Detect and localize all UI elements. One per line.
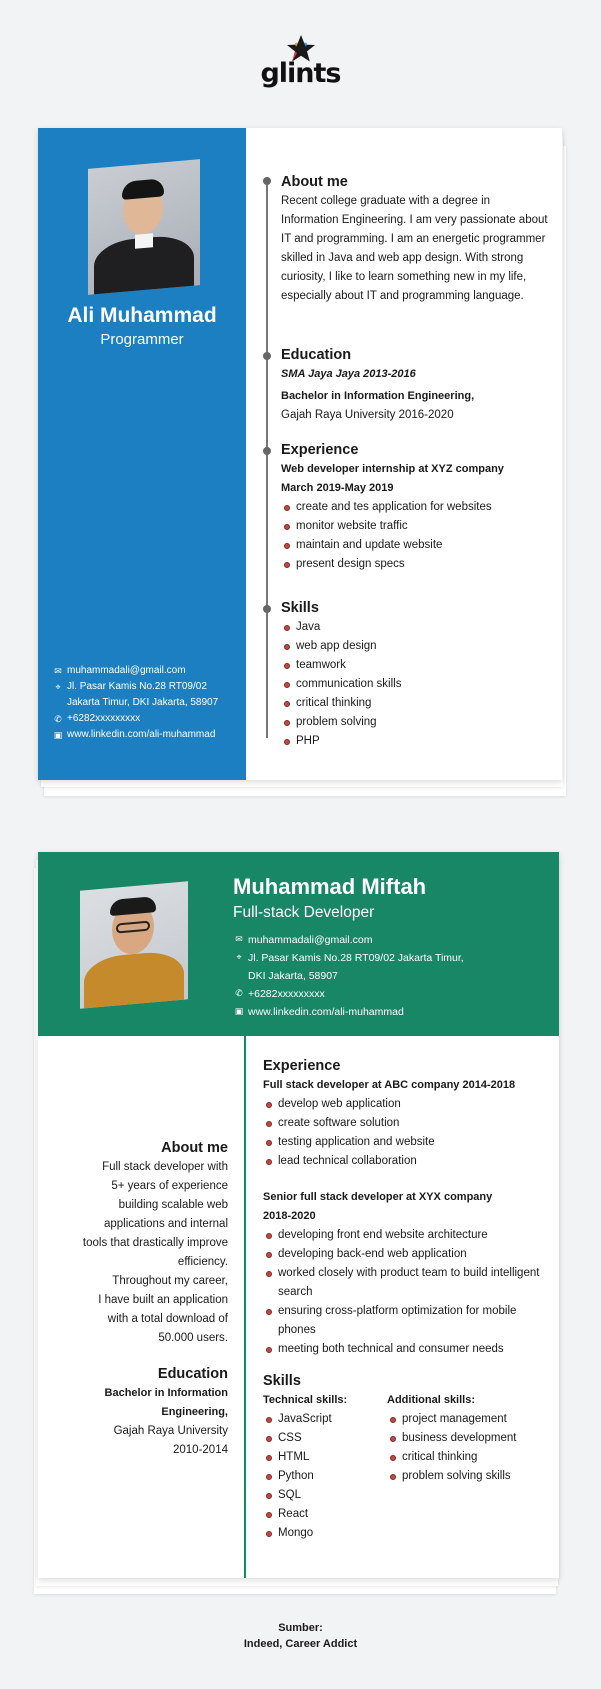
list-item: worked closely with product team to build intelligent search	[263, 1264, 553, 1302]
resume1-linkedin[interactable]: www.linkedin.com/ali-muhammad	[67, 729, 216, 740]
resume2-about-line: tools that drastically improve	[82, 1237, 228, 1249]
list-item: web app design	[281, 637, 549, 656]
resume2-about-line: building scalable web	[118, 1199, 228, 1211]
resume1-experience-heading: Experience	[281, 442, 359, 458]
phone-icon: ✆	[54, 714, 62, 724]
resume1-sidebar	[38, 128, 246, 780]
resume2-about-line: with a total download of	[107, 1313, 228, 1325]
resume2-phone: +6282xxxxxxxxx	[248, 988, 325, 1000]
resume2-skills-heading: Skills	[263, 1373, 301, 1389]
mail-icon: ✉	[54, 666, 62, 676]
resume2-skills-columns	[263, 1391, 553, 1543]
resume1-photo	[88, 159, 200, 295]
resume2-photo	[80, 881, 188, 1008]
list-item: problem solving skills	[387, 1467, 547, 1486]
list-item: maintain and update website	[281, 536, 549, 555]
resume2-about-line: Full stack developer with	[102, 1161, 228, 1173]
resume2-university: Gajah Raya University	[113, 1425, 228, 1437]
list-item: teamwork	[281, 656, 549, 675]
logo-text: glints	[260, 58, 341, 89]
resume2-address-1: Jl. Pasar Kamis No.28 RT09/02 Jakarta Timur,	[248, 952, 464, 964]
list-item: create and tes application for websites	[281, 498, 549, 517]
resume1-phone: +6282xxxxxxxxx	[67, 713, 141, 724]
list-item: CSS	[263, 1429, 387, 1448]
technical-skills-list	[263, 1410, 387, 1543]
additional-skills-list	[387, 1410, 547, 1486]
phone-icon: ✆	[235, 988, 243, 998]
list-item: critical thinking	[387, 1448, 547, 1467]
list-item: communication skills	[281, 675, 549, 694]
list-item: project management	[387, 1410, 547, 1429]
resume2-contact	[233, 931, 553, 1021]
source-value: Indeed, Career Addict	[243, 1638, 358, 1650]
linkedin-icon: ▣	[53, 730, 63, 740]
list-item: JavaScript	[263, 1410, 387, 1429]
resume2-divider	[244, 1036, 246, 1578]
resume2-about-line: 50.000 users.	[158, 1332, 228, 1344]
resume1-skills	[281, 598, 549, 751]
resume2-about-line: 5+ years of experience	[111, 1180, 228, 1192]
resume2-job1-list	[263, 1095, 553, 1171]
resume2-name: Muhammad Miftah	[233, 874, 427, 899]
location-pin-icon: ⌖	[236, 952, 242, 962]
resume1-address-2: Jakarta Timur, DKI Jakarta, 58907	[67, 697, 219, 708]
resume1-school: SMA Jaya Jaya 2013-2016	[281, 368, 416, 380]
resume2-about-heading: About me	[161, 1140, 228, 1156]
list-item: developing back-end web application	[263, 1245, 553, 1264]
resume1-job-title: Web developer internship at XYZ company	[281, 463, 504, 475]
list-item: developing front end website architecture	[263, 1226, 553, 1245]
list-item: critical thinking	[281, 694, 549, 713]
resume1-timeline	[266, 180, 268, 738]
resume2-main	[263, 1056, 553, 1543]
resume2-about-line: Throughout my career,	[112, 1275, 228, 1287]
resume2-job2-list	[263, 1226, 553, 1359]
list-item: meeting both technical and consumer needs	[263, 1340, 553, 1359]
timeline-dot	[263, 177, 271, 185]
resume1-job-period: March 2019-May 2019	[281, 482, 394, 494]
resume1-role: Programmer	[100, 331, 184, 348]
resume1-experience-list	[281, 498, 549, 574]
list-item: Python	[263, 1467, 387, 1486]
resume1-experience	[281, 440, 549, 574]
resume2-role: Full-stack Developer	[233, 904, 375, 921]
resume1-degree: Bachelor in Information Engineering,	[281, 390, 475, 402]
source-credit	[0, 1620, 601, 1652]
resume1-skills-list	[281, 618, 549, 751]
list-item: React	[263, 1505, 387, 1524]
list-item: present design specs	[281, 555, 549, 574]
list-item: Java	[281, 618, 549, 637]
resume2-education-heading: Education	[157, 1366, 228, 1382]
resume2-degree-2: Engineering,	[161, 1406, 228, 1418]
resume2-degree-1: Bachelor in Information	[104, 1387, 228, 1399]
list-item: business development	[387, 1429, 547, 1448]
source-label: Sumber:	[278, 1622, 323, 1634]
list-item: HTML	[263, 1448, 387, 1467]
resume1-about-heading: About me	[281, 174, 348, 190]
resume1-about	[281, 172, 549, 306]
resume2-years: 2010-2014	[173, 1444, 228, 1456]
list-item: monitor website traffic	[281, 517, 549, 536]
list-item: SQL	[263, 1486, 387, 1505]
list-item: problem solving	[281, 713, 549, 732]
resume-card-1	[38, 128, 562, 780]
resume2-left-column	[48, 1138, 228, 1460]
glints-logo	[0, 34, 601, 88]
resume1-skills-heading: Skills	[281, 600, 319, 616]
list-item: PHP	[281, 732, 549, 751]
additional-skills-heading: Additional skills:	[387, 1394, 476, 1406]
timeline-dot	[263, 352, 271, 360]
resume1-education	[281, 345, 549, 425]
list-item: testing application and website	[263, 1133, 553, 1152]
resume1-university: Gajah Raya University 2016-2020	[281, 409, 454, 421]
resume2-experience-heading: Experience	[263, 1058, 341, 1074]
list-item: create software solution	[263, 1114, 553, 1133]
list-item: ensuring cross-platform optimization for mobile phones	[263, 1302, 553, 1340]
resume2-job2-title-1: Senior full stack developer at XYX company	[263, 1191, 493, 1203]
list-item: lead technical collaboration	[263, 1152, 553, 1171]
list-item: Mongo	[263, 1524, 387, 1543]
resume1-email[interactable]: muhammadali@gmail.com	[67, 665, 186, 676]
resume-card-2	[38, 852, 559, 1578]
resume1-about-text: Recent college graduate with a degree in Information Engineering. I am very passionate about IT and programming. I am an energetic programmer skilled in Java and web app design. With strong curiosity, I like to learn something new in my life, especially about IT and programming language.	[281, 195, 548, 302]
location-pin-icon: ⌖	[55, 682, 61, 692]
resume2-about-line: efficiency.	[177, 1256, 228, 1268]
resume2-address-2: DKI Jakarta, 58907	[248, 970, 338, 982]
resume1-contact	[52, 663, 242, 743]
resume1-education-heading: Education	[281, 347, 352, 363]
resume2-about-line: applications and internal	[103, 1218, 228, 1230]
mail-icon: ✉	[235, 934, 243, 944]
resume2-job2-title-2: 2018-2020	[263, 1210, 316, 1222]
timeline-dot	[263, 605, 271, 613]
resume2-email[interactable]: muhammadali@gmail.com	[248, 934, 373, 946]
resume2-header	[38, 852, 559, 1036]
resume1-name: Ali Muhammad	[67, 304, 217, 327]
technical-skills-heading: Technical skills:	[263, 1394, 348, 1406]
timeline-dot	[263, 447, 271, 455]
resume1-address-1: Jl. Pasar Kamis No.28 RT09/02	[67, 681, 207, 692]
linkedin-icon: ▣	[234, 1006, 244, 1016]
list-item: develop web application	[263, 1095, 553, 1114]
resume2-about-line: I have built an application	[98, 1294, 228, 1306]
resume2-job1-title: Full stack developer at ABC company 2014-2018	[263, 1079, 516, 1091]
resume2-linkedin[interactable]: www.linkedin.com/ali-muhammad	[248, 1006, 404, 1018]
